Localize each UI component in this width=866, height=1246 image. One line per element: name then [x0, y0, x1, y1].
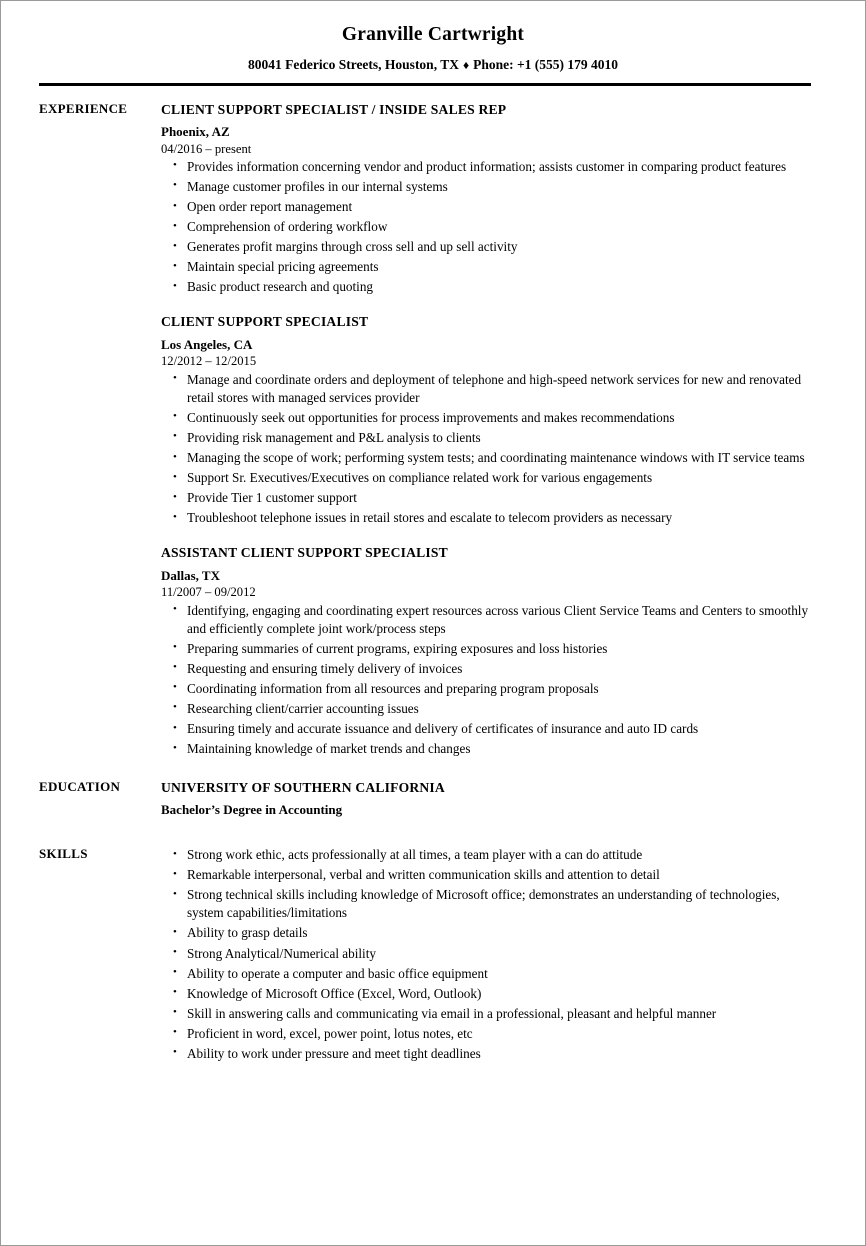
list-item: • Providing risk management and P&L analysis to clients	[161, 429, 813, 447]
list-item: • Strong Analytical/Numerical ability	[161, 945, 813, 963]
list-item: • Continuously seek out opportunities for process improvements and makes recommendations	[161, 409, 813, 427]
list-item: • Provides information concerning vendor and product information; assists customer in comparing product features	[161, 158, 813, 176]
skills-entries	[161, 846, 865, 1065]
list-item: • Manage and coordinate orders and deployment of telephone and high-speed network services for new and renovated retail stores with managed services provider	[161, 371, 813, 407]
job-dates: 04/2016 – present	[161, 141, 252, 156]
job-title: ASSISTANT CLIENT SUPPORT SPECIALIST	[161, 545, 448, 561]
list-item: • Identifying, engaging and coordinating expert resources across various Client Service Teams and Centers to smoothly and efficiently complete joint work/process steps	[161, 602, 813, 638]
job-bullet-list	[161, 602, 813, 759]
list-item: • Ensuring timely and accurate issuance and delivery of certificates of insurance and auto ID cards	[161, 720, 813, 738]
education-school: UNIVERSITY OF SOUTHERN CALIFORNIA	[161, 780, 445, 796]
job-dates: 11/2007 – 09/2012	[161, 585, 256, 600]
section-label-experience: EXPERIENCE	[39, 100, 128, 116]
job-location: Phoenix, AZ	[161, 124, 230, 140]
list-item: • Provide Tier 1 customer support	[161, 489, 813, 507]
list-item: • Comprehension of ordering workflow	[161, 218, 813, 236]
job-bullet-list	[161, 158, 813, 297]
list-item: • Open order report management	[161, 198, 813, 216]
list-item: • Skill in answering calls and communicating via email in a professional, pleasant and helpful manner	[161, 1005, 813, 1023]
list-item: • Requesting and ensuring timely delivery of invoices	[161, 660, 813, 678]
job-title: CLIENT SUPPORT SPECIALIST / INSIDE SALES REP	[161, 101, 507, 117]
job-location: Los Angeles, CA	[161, 337, 253, 353]
list-item: • Generates profit margins through cross sell and up sell activity	[161, 238, 813, 256]
list-item: • Proficient in word, excel, power point, lotus notes, etc	[161, 1025, 813, 1043]
job-bullet-list	[161, 371, 813, 528]
job-entry	[161, 101, 813, 297]
list-item: • Remarkable interpersonal, verbal and written communication skills and attention to detail	[161, 866, 813, 884]
resume-header	[1, 1, 865, 86]
education-degree: Bachelor’s Degree in Accounting	[161, 801, 343, 817]
contact-phone: Phone: +1 (555) 179 4010	[473, 57, 619, 73]
skills-bullet-list	[161, 846, 813, 1063]
list-item: • Strong technical skills including knowledge of Microsoft office; demonstrates an understanding of technologies, system capabilities/limitations	[161, 886, 813, 922]
list-item: • Troubleshoot telephone issues in retail stores and escalate to telecom providers as necessary	[161, 509, 813, 527]
candidate-name: Granville Cartwright	[341, 24, 525, 45]
list-item: • Coordinating information from all resources and preparing program proposals	[161, 680, 813, 698]
list-item: • Managing the scope of work; performing system tests; and coordinating maintenance windows with IT service teams	[161, 449, 813, 467]
diamond-separator-icon: ♦	[462, 58, 470, 73]
education-entries	[161, 779, 865, 818]
list-item: • Researching client/carrier accounting issues	[161, 700, 813, 718]
list-item: • Knowledge of Microsoft Office (Excel, Word, Outlook)	[161, 985, 813, 1003]
section-education	[1, 779, 865, 818]
job-dates: 12/2012 – 12/2015	[161, 354, 257, 369]
list-item: • Basic product research and quoting	[161, 278, 813, 296]
section-skills	[1, 846, 865, 1065]
list-item: • Strong work ethic, acts professionally at all times, a team player with a can do attitude	[161, 846, 813, 864]
list-item: • Ability to work under pressure and meet tight deadlines	[161, 1045, 813, 1063]
contact-line	[1, 57, 865, 73]
job-entry	[161, 544, 813, 758]
list-item: • Maintain special pricing agreements	[161, 258, 813, 276]
section-label-education: EDUCATION	[39, 779, 121, 795]
resume-body	[1, 86, 865, 1065]
list-item: • Maintaining knowledge of market trends and changes	[161, 740, 813, 758]
list-item: • Ability to grasp details	[161, 924, 813, 942]
list-item: • Preparing summaries of current programs, expiring exposures and loss histories	[161, 640, 813, 658]
job-location: Dallas, TX	[161, 567, 220, 583]
list-item: • Manage customer profiles in our internal systems	[161, 178, 813, 196]
job-entry	[161, 313, 813, 527]
list-item: • Ability to operate a computer and basic office equipment	[161, 965, 813, 983]
section-label-skills: SKILLS	[39, 846, 88, 862]
section-experience	[1, 101, 865, 761]
experience-entries	[161, 101, 865, 761]
job-title: CLIENT SUPPORT SPECIALIST	[161, 314, 369, 330]
list-item: • Support Sr. Executives/Executives on compliance related work for various engagements	[161, 469, 813, 487]
contact-address: 80041 Federico Streets, Houston, TX	[247, 57, 459, 73]
resume-document	[1, 1, 865, 1245]
